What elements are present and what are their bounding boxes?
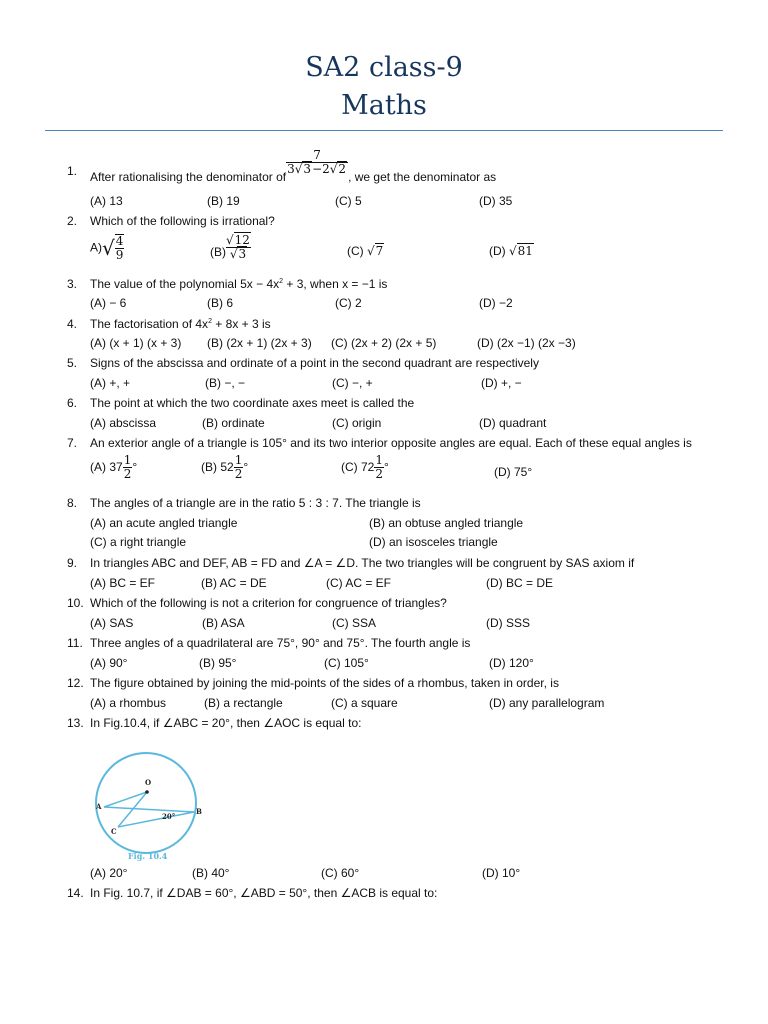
option-c: (C) a square xyxy=(331,696,398,710)
circle-outline xyxy=(96,753,196,853)
option-c: (C) 60° xyxy=(321,866,360,880)
question-text: The point at which the two coordinate axes meet is called the xyxy=(90,396,415,410)
option-b: (B) a rectangle xyxy=(204,696,283,710)
option-b: (B) 6 xyxy=(207,296,234,310)
option-a: (A) 13 xyxy=(90,194,123,208)
circle-figure xyxy=(90,735,202,863)
option-d: (D) BC = DE xyxy=(486,576,554,590)
option-c: (C) origin xyxy=(332,416,382,430)
option-a: (A) 37 $\frac{1}{2}$ ° xyxy=(90,453,138,482)
question-text: In Fig. 10.7, if ∠DAB = 60°, ∠ABD = 50°, then ∠ACB is equal to: xyxy=(90,886,438,900)
question-text: The value of the polynomial $5x - 4x^2 + 3$, when x = −1 is xyxy=(90,277,388,291)
page-subtitle: Maths xyxy=(341,90,427,121)
question-number: 14. xyxy=(67,886,84,900)
question-text: Which of the following is irrational? xyxy=(90,214,275,228)
question-text: The angles of a triangle are in the ratio 5 : 3 : 7. The triangle is xyxy=(90,496,421,510)
question-text: After rationalising the denominator of xyxy=(90,169,287,184)
center-point xyxy=(145,790,149,794)
question-text: Three angles of a quadrilateral are 75°, 90° and 75°. The fourth angle is xyxy=(90,636,471,650)
option-d: (D) an isosceles triangle xyxy=(369,535,498,549)
option-c: (C) 72 $\frac{1}{2}$ ° xyxy=(341,453,389,482)
option-b: (B) −, − xyxy=(205,376,246,390)
option-b: (B) (2x + 1) (2x + 3) xyxy=(207,336,312,350)
question-number: 9. xyxy=(67,556,78,570)
option-b: (B) 52 $\frac{1}{2}$ ° xyxy=(201,453,249,482)
question-number: 13. xyxy=(67,716,84,730)
option-d: (D) −2 xyxy=(479,296,513,310)
label-b: B xyxy=(196,807,202,816)
option-c: (C) 5 xyxy=(335,194,362,208)
question-number: 6. xyxy=(67,396,78,410)
option-c: (C) AC = EF xyxy=(326,576,392,590)
question-number: 7. xyxy=(67,436,78,450)
question-text: The factorisation of $4x^2 + 8x + 3$ is xyxy=(90,317,271,331)
option-a: (A) a rhombus xyxy=(90,696,167,710)
question-text: In triangles ABC and DEF, AB = FD and ∠A = ∠D. The two triangles will be congruent by SAS axiom if xyxy=(90,556,635,570)
option-b: (B) $\frac{√12}{√3}$ xyxy=(210,233,250,262)
option-d: (D) any parallelogram xyxy=(489,696,605,710)
option-b: (B) an obtuse angled triangle xyxy=(369,516,524,530)
option-a: (A) +, + xyxy=(90,376,131,390)
option-c: (C) a right triangle xyxy=(90,535,187,549)
option-a: (A) SAS xyxy=(90,616,134,630)
question-number: 2. xyxy=(67,214,78,228)
page-title: SA2 class-9 xyxy=(305,52,463,83)
option-b: (B) AC = DE xyxy=(201,576,267,590)
question-text: An exterior angle of a triangle is 105° and its two interior opposite angles are equal. Each of these equal angles is xyxy=(90,436,692,450)
segment-ab xyxy=(104,807,194,812)
question-number: 4. xyxy=(67,317,78,331)
option-c: (C) 2 xyxy=(335,296,362,310)
option-a: A)√ $\frac{4}{9}$ xyxy=(90,234,124,263)
option-d: (D) quadrant xyxy=(479,416,547,430)
option-b: (B) ASA xyxy=(202,616,245,630)
question-text: Which of the following is not a criterion for congruence of triangles? xyxy=(90,596,447,610)
question-number: 12. xyxy=(67,676,84,690)
question-number: 1. xyxy=(67,164,78,178)
option-a: (A) an acute angled triangle xyxy=(90,516,238,530)
option-b: (B) 95° xyxy=(199,656,237,670)
option-d: (D) SSS xyxy=(486,616,531,630)
angle-label: 20° xyxy=(162,812,176,821)
question-text: The figure obtained by joining the mid-points of the sides of a rhombus, taken in order, is xyxy=(90,676,559,690)
option-b: (B) 40° xyxy=(192,866,230,880)
option-d: (D) 10° xyxy=(482,866,521,880)
option-a: (A) 20° xyxy=(90,866,128,880)
label-o: O xyxy=(145,778,152,787)
question-number: 8. xyxy=(67,496,78,510)
option-a: (A) abscissa xyxy=(90,416,157,430)
question-number: 3. xyxy=(67,277,78,291)
option-c: (C) 105° xyxy=(324,656,369,670)
option-d: (D) 120° xyxy=(489,656,534,670)
option-b: (B) 19 xyxy=(207,194,240,208)
figure-caption: Fig. 10.4 xyxy=(128,851,168,861)
option-d: (D) 35 xyxy=(479,194,513,208)
label-c: C xyxy=(111,827,117,836)
option-a: (A) BC = EF xyxy=(90,576,156,590)
option-d: (D) +, − xyxy=(481,376,522,390)
option-c: (C) (2x + 2) (2x + 5) xyxy=(331,336,437,350)
option-a: (A) (x + 1) (x + 3) xyxy=(90,336,182,350)
question-text: Signs of the abscissa and ordinate of a point in the second quadrant are respectively xyxy=(90,356,539,370)
label-a: A xyxy=(96,802,102,811)
header-divider xyxy=(45,130,723,131)
question-text: In Fig.10.4, if ∠ABC = 20°, then ∠AOC is equal to: xyxy=(90,716,362,730)
option-a: (A) − 6 xyxy=(90,296,127,310)
option-c: (C) SSA xyxy=(332,616,377,630)
option-a: (A) 90° xyxy=(90,656,128,670)
question-number: 5. xyxy=(67,356,78,370)
option-d: (D) √81 xyxy=(489,244,533,258)
option-d: (D) (2x −1) (2x −3) xyxy=(477,336,576,350)
option-b: (B) ordinate xyxy=(202,416,265,430)
option-d: (D) 75° xyxy=(494,465,533,479)
question-number: 11. xyxy=(67,636,83,650)
question-number: 10. xyxy=(67,596,84,610)
fraction-expression: $\frac{7}{3√3-2√2}$ xyxy=(287,148,347,177)
option-c: (C) −, + xyxy=(332,376,373,390)
option-c: (C) √7 xyxy=(347,244,384,258)
